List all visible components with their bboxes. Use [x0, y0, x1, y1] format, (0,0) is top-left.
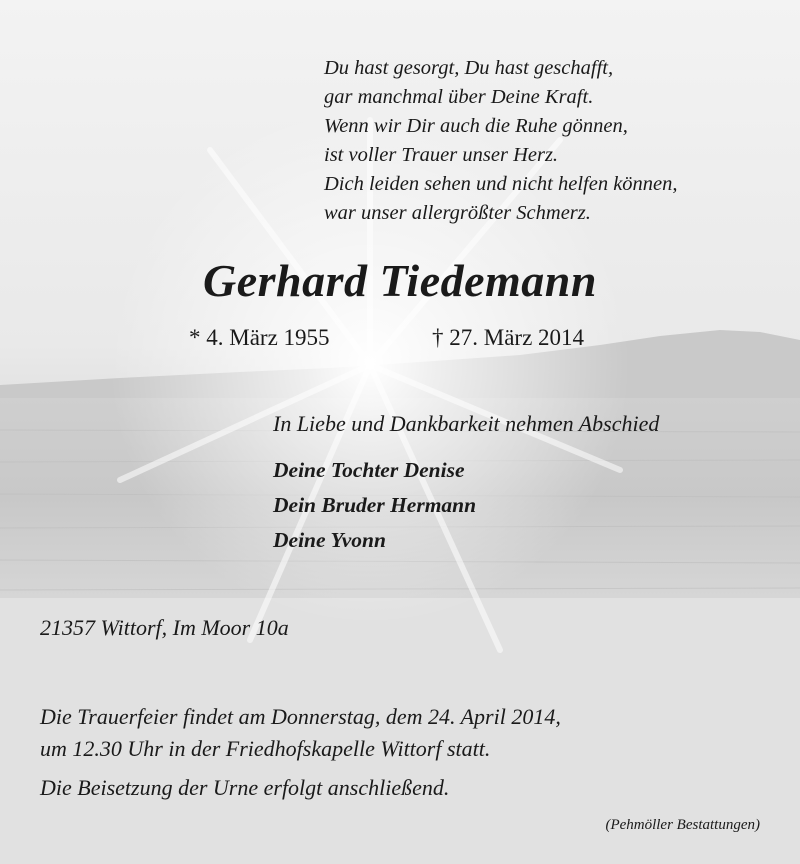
mourner-name: Deine Tochter Denise [273, 458, 465, 482]
deceased-name: Gerhard Tiedemann [203, 255, 597, 306]
poem [324, 54, 678, 228]
family-address: 21357 Wittorf, Im Moor 10a [40, 615, 289, 640]
undertaker-credit: (Pehmöller Bestattungen) [605, 817, 760, 833]
ceremony-line: um 12.30 Uhr in der Friedhofskapelle Wittorf statt. [40, 736, 491, 761]
poem-line: Wenn wir Dir auch die Ruhe gönnen, [324, 115, 628, 137]
ceremony-line: Die Trauerfeier findet am Donnerstag, dem 24. April 2014, [40, 704, 561, 729]
poem-line: ist voller Trauer unser Herz. [324, 144, 559, 166]
poem-line: Dich leiden sehen und nicht helfen können, [324, 173, 678, 195]
farewell-intro: In Liebe und Dankbarkeit nehmen Abschied [273, 411, 660, 436]
poem-line: war unser allergrößter Schmerz. [324, 202, 591, 224]
mourners-list [273, 453, 476, 558]
death-date: † 27. März 2014 [432, 325, 585, 350]
ceremony-details [40, 701, 561, 765]
birth-date: * 4. März 1955 [189, 325, 330, 350]
burial-note: Die Beisetzung der Urne erfolgt anschließend. [40, 775, 450, 800]
mourner-name: Deine Yvonn [273, 528, 386, 552]
mourner-name: Dein Bruder Hermann [273, 493, 477, 517]
poem-line: Du hast gesorgt, Du hast geschafft, [324, 57, 614, 79]
poem-line: gar manchmal über Deine Kraft. [324, 86, 594, 108]
